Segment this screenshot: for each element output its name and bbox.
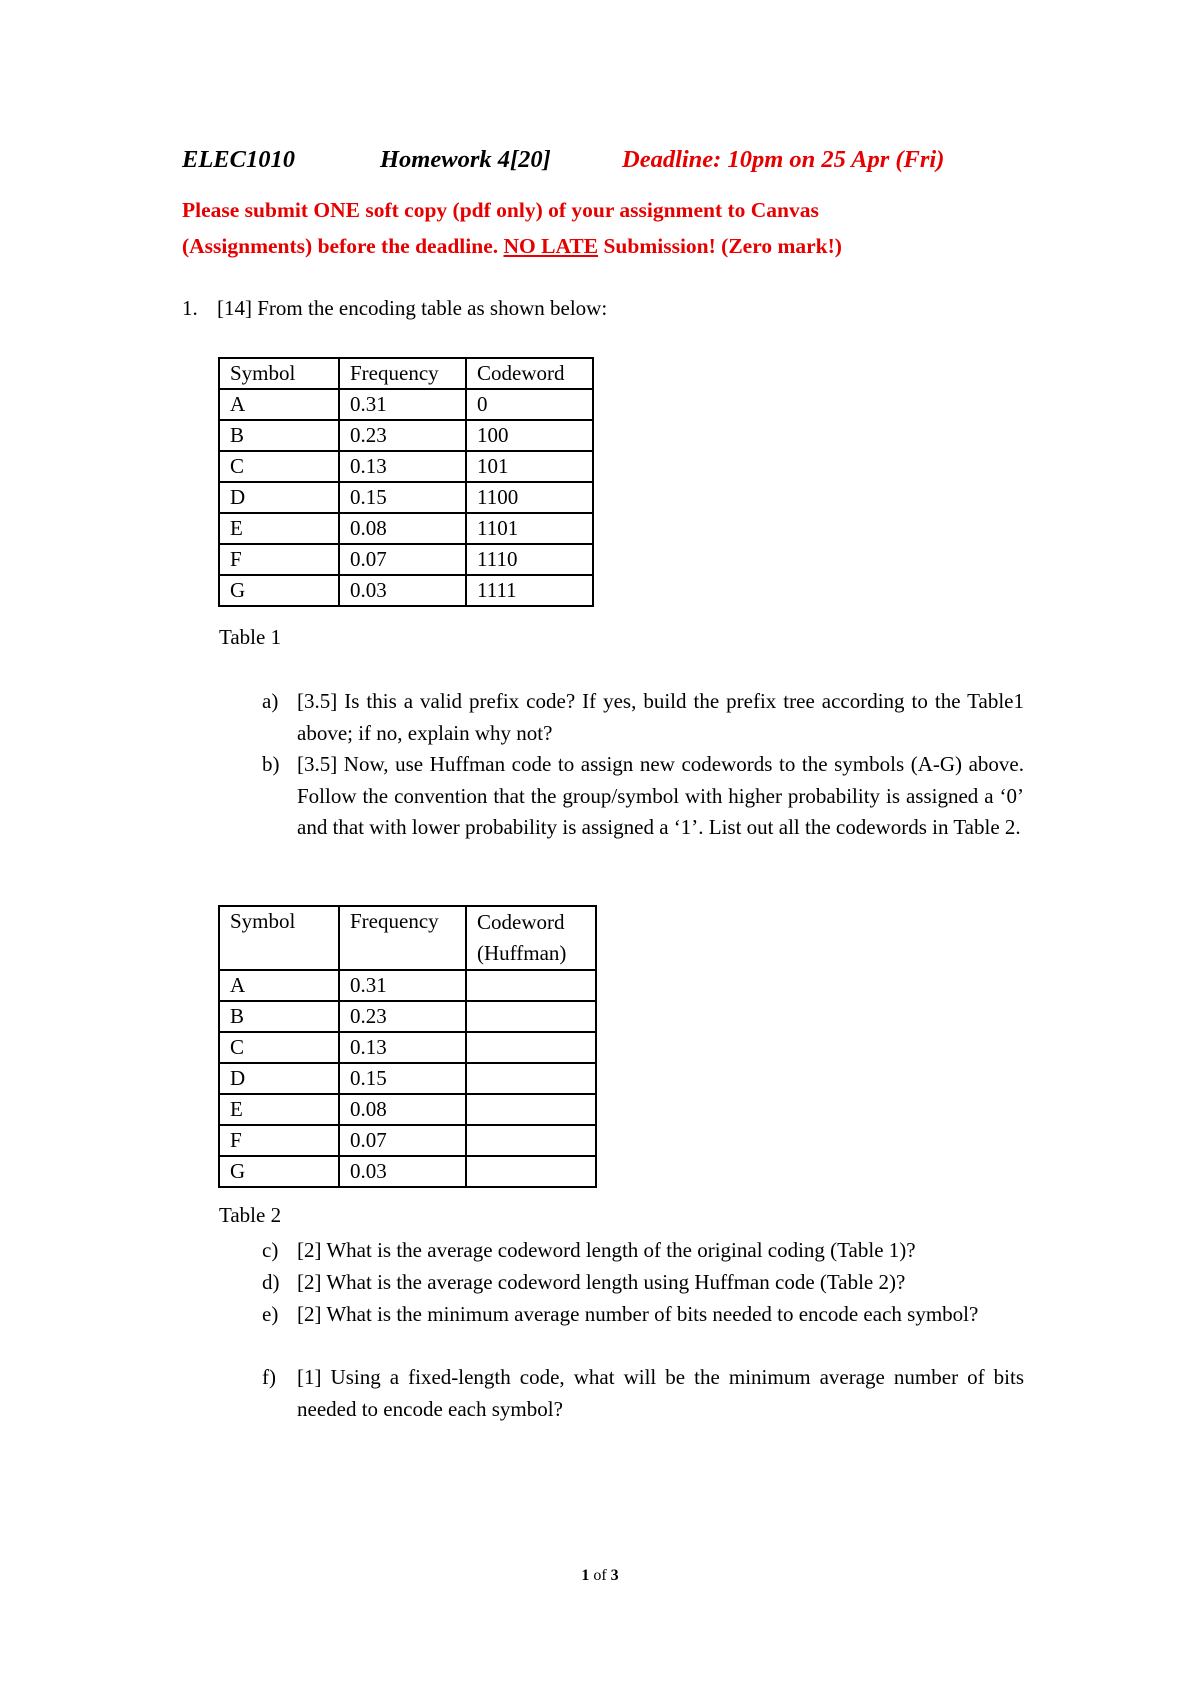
subquestion-f: [262, 1362, 1024, 1425]
question-number: 1.: [182, 296, 198, 320]
table-cell: C: [219, 1032, 339, 1063]
table-cell: 0.08: [339, 1094, 466, 1125]
table-row: [219, 513, 593, 544]
submission-notice: [182, 192, 1042, 264]
table-cell: 0: [466, 389, 593, 420]
table-cell: G: [219, 1156, 339, 1187]
table-row: [219, 389, 593, 420]
table-cell: [466, 1125, 596, 1156]
table-cell: 0.23: [339, 1001, 466, 1032]
table-row: [219, 970, 596, 1001]
subquestion-e: [262, 1299, 1024, 1331]
table-cell: 0.13: [339, 1032, 466, 1063]
table-row: [219, 1032, 596, 1063]
table-cell: A: [219, 389, 339, 420]
table-row: [219, 1001, 596, 1032]
subquestion-label: e): [262, 1302, 279, 1326]
table-header-cell: Codeword (Huffman): [466, 906, 596, 970]
notice-line-2-start: (Assignments) before the deadline.: [182, 234, 504, 258]
table-row: [219, 482, 593, 513]
subquestion-a: [262, 686, 1024, 749]
subquestion-label: d): [262, 1270, 280, 1294]
subquestion-label: a): [262, 689, 279, 713]
question-text: [14] From the encoding table as shown below:: [217, 296, 608, 320]
page-number: 1: [581, 1567, 590, 1584]
table-row: [219, 420, 593, 451]
table-cell: 1100: [466, 482, 593, 513]
table-row: [219, 1063, 596, 1094]
table-cell: D: [219, 482, 339, 513]
table-cell: 0.31: [339, 970, 466, 1001]
table-header-cell: Frequency: [339, 358, 466, 389]
table-cell: 1111: [466, 575, 593, 606]
table-cell: [466, 1032, 596, 1063]
course-code: ELEC1010: [182, 146, 295, 173]
table-cell: 1101: [466, 513, 593, 544]
table-cell: [466, 1156, 596, 1187]
table-header-cell: Codeword: [466, 358, 593, 389]
table-header-cell: Frequency: [339, 906, 466, 970]
table-cell: G: [219, 575, 339, 606]
table-cell: 0.31: [339, 389, 466, 420]
subquestion-text: [3.5] Is this a valid prefix code? If yes, build the prefix tree according to the Table1 above; if no, explain why not?: [297, 689, 1024, 745]
deadline-text: Deadline: 10pm on 25 Apr (Fri): [622, 146, 945, 173]
table-cell: 0.03: [339, 1156, 466, 1187]
subquestion-text: [1] Using a fixed-length code, what will be the minimum average number of bits needed to encode each symbol?: [297, 1365, 1024, 1421]
subquestion-label: f): [262, 1365, 276, 1389]
notice-line-2-end: Submission! (Zero mark!): [598, 234, 842, 258]
table-row: [219, 1125, 596, 1156]
table-1-caption: Table 1: [219, 625, 282, 649]
page-of: of: [593, 1567, 607, 1584]
subquestion-text: [2] What is the minimum average number of bits needed to encode each symbol?: [297, 1302, 979, 1326]
table-2-caption: Table 2: [219, 1203, 282, 1227]
encoding-table-1: [218, 357, 594, 607]
encoding-table-2: [218, 905, 597, 1188]
table-header-cell: Symbol: [219, 358, 339, 389]
subquestion-c: [262, 1235, 1024, 1267]
subquestion-label: c): [262, 1238, 279, 1262]
table-row: [219, 575, 593, 606]
homework-title: Homework 4[20]: [380, 146, 551, 173]
table-cell: [466, 1094, 596, 1125]
subquestion-text: [2] What is the average codeword length using Huffman code (Table 2)?: [297, 1270, 906, 1294]
table-cell: 0.07: [339, 544, 466, 575]
table-cell: C: [219, 451, 339, 482]
table-cell: 0.15: [339, 1063, 466, 1094]
table-cell: [466, 1001, 596, 1032]
table-row: [219, 451, 593, 482]
table-cell: E: [219, 513, 339, 544]
subquestion-label: b): [262, 752, 280, 776]
table-cell: B: [219, 1001, 339, 1032]
table-row: [219, 544, 593, 575]
table-cell: 0.23: [339, 420, 466, 451]
table-cell: E: [219, 1094, 339, 1125]
table-cell: 0.15: [339, 482, 466, 513]
table-cell: 0.08: [339, 513, 466, 544]
table-cell: 0.07: [339, 1125, 466, 1156]
table-cell: A: [219, 970, 339, 1001]
no-late-emphasis: NO LATE: [503, 234, 599, 258]
table-cell: B: [219, 420, 339, 451]
page-footer: [0, 1567, 1200, 1585]
notice-line-1: Please submit ONE soft copy (pdf only) of your assignment to Canvas: [182, 198, 819, 222]
subquestion-d: [262, 1267, 1024, 1299]
table-cell: F: [219, 544, 339, 575]
page-total: 3: [610, 1567, 619, 1584]
table-header-row: [219, 358, 593, 389]
table-cell: 101: [466, 451, 593, 482]
subquestion-text: [3.5] Now, use Huffman code to assign new codewords to the symbols (A-G) above. Follow the convention that the group/symbol with higher probability is assigned a ‘0’ and that with lower probability is assigned a ‘1’. List out all the codewords in Table 2.: [297, 752, 1024, 839]
table-cell: 1110: [466, 544, 593, 575]
table-row: [219, 1156, 596, 1187]
table-header-row: [219, 906, 596, 970]
table-cell: [466, 1063, 596, 1094]
table-cell: 100: [466, 420, 593, 451]
subquestion-text: [2] What is the average codeword length of the original coding (Table 1)?: [297, 1238, 916, 1262]
table-cell: D: [219, 1063, 339, 1094]
table-header-cell: Symbol: [219, 906, 339, 970]
table-cell: 0.13: [339, 451, 466, 482]
subquestion-b: [262, 749, 1024, 844]
table-cell: 0.03: [339, 575, 466, 606]
table-cell: F: [219, 1125, 339, 1156]
table-cell: [466, 970, 596, 1001]
notice-line-2: [182, 228, 1042, 264]
table-row: [219, 1094, 596, 1125]
